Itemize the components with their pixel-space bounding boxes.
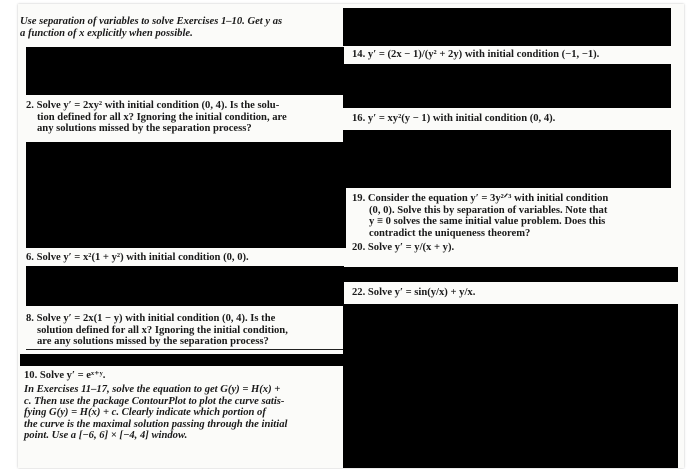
underline-rule [26, 349, 348, 350]
intro-line: Use separation of variables to solve Exercises 1–10. Get y as [20, 16, 283, 27]
problem-line: 16. y′ = xy²(y − 1) with initial condition (0, 4). [352, 113, 556, 124]
problem-line: 22. Solve y′ = sin(y/x) + y/x. [352, 287, 476, 298]
problem-line: any solutions missed by the separation process? [37, 123, 252, 135]
redaction-block [343, 8, 671, 46]
textbook-page [18, 4, 684, 468]
redaction-block [26, 266, 344, 306]
intro-line: a function of x explicitly when possible. [20, 27, 193, 39]
problem-line: (0, 0). Solve this by separation of variables. Note that [369, 204, 608, 216]
problem-line: y ≡ 0 solves the same initial value problem. Does this [369, 216, 606, 228]
instructions-line: fying G(y) = H(x) + c. Clearly indicate which portion of [24, 407, 266, 419]
instructions-line: the curve is the maximal solution passing through the initial [24, 418, 288, 430]
problem-line: 6. Solve y′ = x²(1 + y²) with initial condition (0, 0). [26, 252, 249, 263]
redaction-block [343, 304, 678, 468]
redaction-block [26, 142, 346, 248]
intro-instructions [20, 16, 282, 39]
problem-line: 14. y′ = (2x − 1)/(y² + 2y) with initial condition (−1, −1). [352, 49, 600, 60]
problem-line: are any solutions missed by the separation process? [37, 336, 269, 348]
problem-16 [352, 113, 555, 125]
problem-line: tion defined for all x? Ignoring the initial condition, are [37, 111, 287, 123]
problem-line: 8. Solve y′ = 2x(1 − y) with initial condition (0, 4). Is the [26, 313, 276, 324]
problem-line: 2. Solve y′ = 2xy² with initial condition (0, 4). Is the solu- [26, 100, 280, 111]
problem-2 [26, 100, 287, 135]
problem-10 [24, 370, 105, 382]
redaction-block [343, 64, 671, 108]
instructions-11-17 [24, 384, 287, 442]
problem-19 [352, 193, 608, 239]
redaction-block [343, 267, 678, 282]
problem-14 [352, 49, 599, 61]
instructions-line: c. Then use the package ContourPlot to plot the curve satis- [24, 395, 285, 407]
redaction-block [343, 130, 671, 188]
problem-22 [352, 287, 475, 299]
problem-line: 20. Solve y′ = y/(x + y). [352, 242, 455, 253]
problem-8 [26, 313, 288, 348]
problem-line: 10. Solve y′ = eˣ⁺ʸ. [24, 370, 106, 381]
problem-line: contradict the uniqueness theorem? [369, 227, 531, 239]
redaction-block [26, 47, 344, 95]
instructions-line: point. Use a [−6, 6] × [−4, 4] window. [24, 430, 188, 442]
redaction-block [20, 354, 344, 366]
instructions-line: In Exercises 11–17, solve the equation to get G(y) = H(x) + [24, 384, 281, 395]
problem-line: 19. Consider the equation y′ = 3y²ᐟ³ with initial condition [352, 193, 609, 204]
problem-20 [352, 242, 454, 254]
problem-line: solution defined for all x? Ignoring the initial condition, [37, 324, 288, 336]
problem-6 [26, 252, 249, 264]
